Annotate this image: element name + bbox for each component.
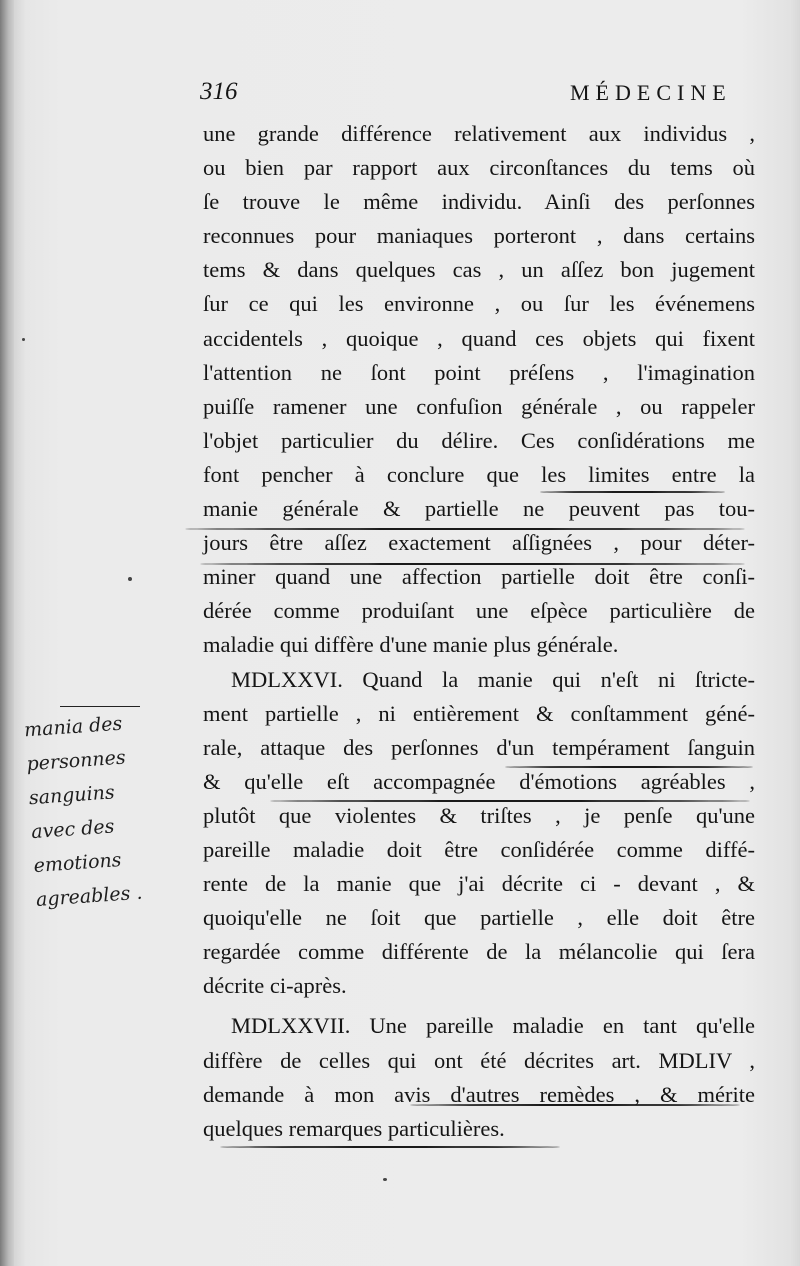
body-text bbox=[203, 117, 755, 1146]
text-line: jours être aſſez exactement aſſignées , pour déter- bbox=[203, 530, 755, 556]
running-title: MÉDECINE bbox=[570, 80, 732, 105]
pen-underline bbox=[505, 766, 753, 768]
paragraph-opening-line: MDLXXVII. Une pareille maladie en tant qu'elle bbox=[231, 1013, 755, 1039]
text-line: décrite ci-après. bbox=[203, 973, 347, 999]
margin-note-line: emotions bbox=[32, 849, 123, 878]
text-line: une grande différence relativement aux individus , bbox=[203, 121, 755, 146]
text-line: demande à mon avis d'autres remèdes , & mérite bbox=[203, 1081, 755, 1107]
text-line: dérée comme produiſant une eſpèce particulière de bbox=[203, 598, 755, 624]
text-line: rente de la manie que j'ai décrite ci - devant , & bbox=[203, 871, 755, 897]
pen-underline bbox=[185, 528, 745, 530]
page-header bbox=[200, 78, 760, 112]
text-line: reconnues pour maniaques porteront , dans certains bbox=[203, 223, 755, 249]
text-line: ſe trouve le même individu. Ainſi des perſonnes bbox=[203, 189, 755, 215]
pen-underline bbox=[540, 491, 725, 493]
margin-note-line: agreables . bbox=[35, 881, 144, 911]
text-line: manie générale & partielle ne peuvent pas tou- bbox=[203, 496, 755, 522]
text-line: ment partielle , ni entièrement & conſtamment géné- bbox=[203, 700, 755, 726]
margin-note-line: mania des bbox=[23, 712, 123, 742]
page-number: 316 bbox=[200, 78, 238, 105]
pen-underline bbox=[200, 563, 745, 565]
paper-speck bbox=[22, 338, 25, 341]
text-line: l'attention ne ſont point préſens , l'imagination bbox=[203, 359, 755, 385]
book-spine-shadow bbox=[0, 0, 14, 1266]
text-line: pareille maladie doit être conſidérée comme diffé- bbox=[203, 836, 755, 862]
pen-underline bbox=[410, 1104, 740, 1106]
pen-underline bbox=[220, 1146, 560, 1148]
text-line: quelques remarques particulières. bbox=[203, 1115, 505, 1141]
paragraph-opening-line: MDLXXVI. Quand la manie qui n'eſt ni ſtricte- bbox=[231, 666, 755, 692]
margin-note-line: avec des bbox=[30, 815, 116, 844]
text-line: ou bien par rapport aux circonſtances du tems où bbox=[203, 155, 755, 181]
text-line: font pencher à conclure que les limites entre la bbox=[203, 461, 755, 487]
text-line: puiſſe ramener une confuſion générale , ou rappeler bbox=[203, 393, 755, 419]
text-line: maladie qui diffère d'une manie plus générale. bbox=[203, 632, 619, 658]
text-line: miner quand une affection partielle doit être conſi- bbox=[203, 564, 755, 590]
text-line: tems & dans quelques cas , un aſſez bon jugement bbox=[203, 257, 755, 283]
text-line: quoiqu'elle ne ſoit que partielle , elle doit être bbox=[203, 905, 755, 931]
paper-speck bbox=[383, 1178, 387, 1181]
handwritten-margin-note bbox=[23, 703, 187, 917]
paper-speck bbox=[128, 577, 132, 581]
text-line: regardée comme différente de la mélancolie qui ſera bbox=[203, 939, 755, 965]
text-line: diffère de celles qui ont été décrites art. MDLIV , bbox=[203, 1047, 755, 1073]
margin-note-line: personnes bbox=[25, 746, 127, 776]
text-line: l'objet particulier du délire. Ces conſidérations me bbox=[203, 427, 755, 453]
text-line: accidentels , quoique , quand ces objets qui fixent bbox=[203, 325, 755, 351]
margin-note-line: sanguins bbox=[28, 781, 116, 810]
text-line: plutôt que violentes & triſtes , je penſe qu'une bbox=[203, 802, 755, 828]
text-line: rale, attaque des perſonnes d'un tempérament ſanguin bbox=[203, 734, 755, 760]
text-line: & qu'elle eſt accompagnée d'émotions agréables , bbox=[203, 768, 755, 794]
text-line: ſur ce qui les environne , ou ſur les événemens bbox=[203, 291, 755, 317]
pen-underline bbox=[270, 800, 750, 802]
